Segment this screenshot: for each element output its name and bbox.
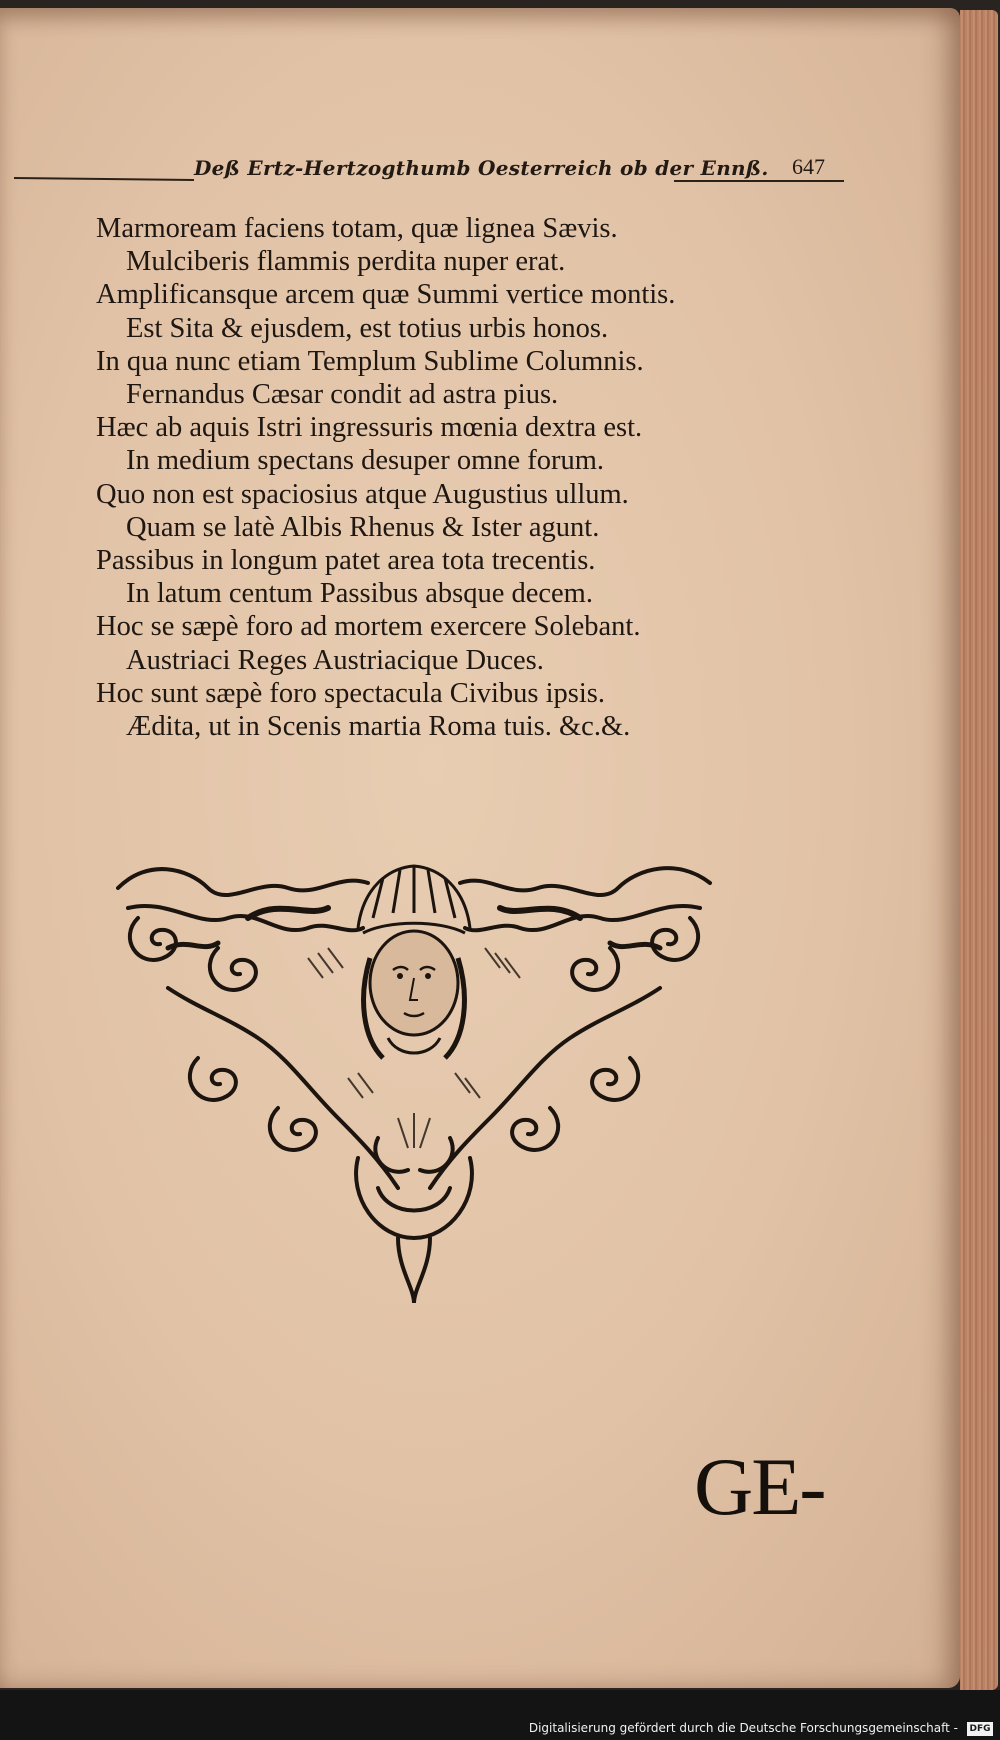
poem-line: Austriaci Reges Austriacique Duces. xyxy=(126,644,544,676)
poem-line: In latum centum Passibus absque decem. xyxy=(126,578,593,610)
running-title: Deß Ertz-Hertzogthumb Oesterreich ob der Ennß. xyxy=(194,156,769,180)
poem-line: Amplificansque arcem quæ Summi vertice montis. xyxy=(96,279,676,311)
poem-line: In medium spectans desuper omne forum. xyxy=(126,445,605,477)
dfg-logo: DFG xyxy=(967,1722,993,1736)
poem-line: Quo non est spaciosius atque Augustius ullum. xyxy=(96,478,629,510)
poem-line: Marmoream faciens totam, quæ lignea Sævis. xyxy=(96,213,618,244)
poem-line: Passibus in longum patet area tota trecentis. xyxy=(96,545,596,577)
page-number: 647 xyxy=(792,154,825,179)
header-rule-left xyxy=(14,177,194,181)
poem-line: Ædita, ut in Scenis martia Roma tuis. &c.&. xyxy=(126,711,631,743)
poem-line: Hoc sunt sæpè foro spectacula Civibus ipsis. xyxy=(96,677,605,709)
funding-credit: Digitalisierung gefördert durch die Deutsche Forschungsgemeinschaft - xyxy=(528,1721,958,1735)
poem-line: Fernandus Cæsar condit ad astra pius. xyxy=(126,379,559,411)
poem-line: Hæc ab aquis Istri ingressuris mœnia dextra est. xyxy=(96,412,643,444)
page-edges xyxy=(960,10,998,1690)
catchword: GE- xyxy=(694,1441,825,1532)
poem-line: Quam se latè Albis Rhenus & Ister agunt. xyxy=(126,511,600,543)
poem-line: In qua nunc etiam Templum Sublime Columnis. xyxy=(96,345,644,377)
poem-text xyxy=(96,212,796,743)
running-header xyxy=(14,148,834,184)
poem-line: Mulciberis flammis perdita nuper erat. xyxy=(126,246,566,278)
poem-line: Est Sita & ejusdem, est totius urbis honos. xyxy=(126,312,609,344)
poem-line: Hoc se sæpè foro ad mortem exercere Solebant. xyxy=(96,611,641,643)
header-rule-right xyxy=(674,180,844,182)
baroque-mask-vignette-icon xyxy=(108,858,720,1308)
